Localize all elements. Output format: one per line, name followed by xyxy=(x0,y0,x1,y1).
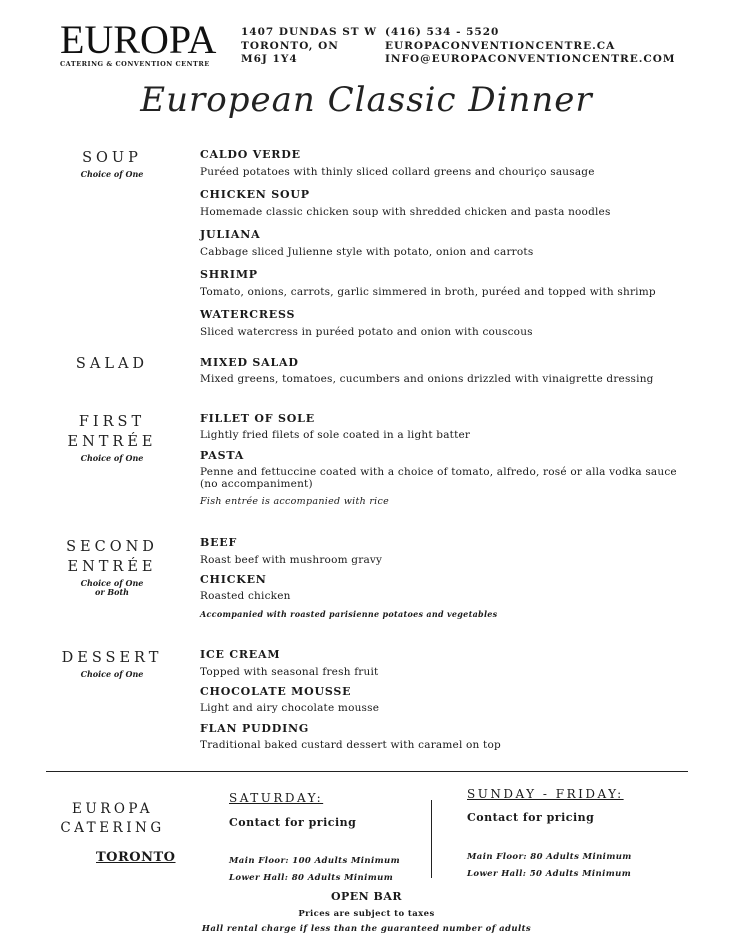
phone-number: (416) 534 - 5520 xyxy=(385,26,500,38)
city-label: TORONTO xyxy=(96,850,176,865)
logo-subtitle: CATERING & CONVENTION CENTRE xyxy=(60,60,210,68)
section-heading-first-entree xyxy=(47,412,177,463)
logo xyxy=(60,17,220,68)
section-title: SALAD xyxy=(75,356,149,372)
section-note: Choice of One xyxy=(80,578,144,588)
menu-item-name: CHICKEN SOUP xyxy=(200,188,310,201)
menu-item-name: MIXED SALAD xyxy=(200,356,299,369)
footer-brand xyxy=(60,800,165,838)
email-link[interactable]: INFO@EUROPACONVENTIONCENTRE.COM xyxy=(385,53,676,65)
menu-item-desc: Penne and fettuccine coated with a choice of tomato, alfredo, rosé or alla vodka sauce (no accompaniment) xyxy=(200,466,677,490)
saturday-label: SATURDAY: xyxy=(229,791,324,805)
menu-item-name: CHICKEN xyxy=(200,573,267,586)
saturday-lower-hall: Lower Hall: 80 Adults Minimum xyxy=(229,873,394,883)
menu-item-desc: Cabbage sliced Julienne style with potato, onion and carrots xyxy=(200,246,534,258)
divider xyxy=(431,800,432,878)
contact-block xyxy=(385,26,676,67)
brand-line: CATERING xyxy=(60,820,165,836)
section-heading-second-entree xyxy=(47,537,177,597)
section-heading-soup xyxy=(47,148,177,179)
section-title: ENTRÉE xyxy=(67,559,157,575)
menu-item-desc: Sliced watercress in puréed potato and onion with couscous xyxy=(200,326,533,338)
menu-item-name: BEEF xyxy=(200,536,238,549)
menu-item-name: CALDO VERDE xyxy=(200,148,301,161)
menu-item-name: FILLET OF SOLE xyxy=(200,412,315,425)
menu-item-name: SHRIMP xyxy=(200,268,258,281)
page-title: European Classic Dinner xyxy=(140,80,593,120)
menu-item-desc: Traditional baked custard dessert with caramel on top xyxy=(200,739,501,751)
divider xyxy=(46,771,688,772)
taxes-note: Prices are subject to taxes xyxy=(298,909,435,919)
address-line: M6J 1Y4 xyxy=(241,53,298,65)
address-line: TORONTO, ON xyxy=(241,39,339,52)
address-block xyxy=(241,26,377,67)
menu-item-name: PASTA xyxy=(200,449,245,462)
menu-item-desc: Puréed potatoes with thinly sliced collard greens and chouriço sausage xyxy=(200,166,595,178)
menu-item-name: FLAN PUDDING xyxy=(200,722,310,735)
section-note: Choice of One xyxy=(80,169,144,179)
brand-line: EUROPA xyxy=(71,801,154,817)
section-note: or Both xyxy=(95,587,129,597)
menu-item-desc: Roast beef with mushroom gravy xyxy=(200,554,383,566)
section-note: Choice of One xyxy=(80,453,144,463)
saturday-main-floor: Main Floor: 100 Adults Minimum xyxy=(229,856,400,866)
menu-item-desc: Lightly fried filets of sole coated in a light batter xyxy=(200,429,471,441)
menu-item-desc: Light and airy chocolate mousse xyxy=(200,702,380,714)
section-heading-dessert xyxy=(47,648,177,679)
menu-item-name: JULIANA xyxy=(200,228,261,241)
sunday-friday-main-floor: Main Floor: 80 Adults Minimum xyxy=(467,852,632,862)
section-title: DESSERT xyxy=(61,650,163,666)
section-title: ENTRÉE xyxy=(67,434,157,450)
section-title: SOUP xyxy=(82,150,142,166)
section-title: SECOND xyxy=(66,539,158,555)
menu-item-desc: Tomato, onions, carrots, garlic simmered in broth, puréed and topped with shrimp xyxy=(200,286,656,298)
sunday-friday-lower-hall: Lower Hall: 50 Adults Minimum xyxy=(467,869,632,879)
menu-item-desc: Mixed greens, tomatoes, cucumbers and onions drizzled with vinaigrette dressing xyxy=(200,373,654,385)
saturday-price: Contact for pricing xyxy=(229,816,357,829)
section-note: Choice of One xyxy=(80,669,144,679)
open-bar-label: OPEN BAR xyxy=(330,890,403,903)
sunday-friday-label: SUNDAY - FRIDAY: xyxy=(467,787,624,801)
menu-item-name: WATERCRESS xyxy=(200,308,296,321)
menu-item-name: ICE CREAM xyxy=(200,648,281,661)
address-line: 1407 DUNDAS ST W xyxy=(241,26,378,38)
section-footnote: Fish entrée is accompanied with rice xyxy=(200,496,390,507)
section-heading-salad xyxy=(47,354,177,374)
menu-item-desc: Homemade classic chicken soup with shredded chicken and pasta noodles xyxy=(200,206,611,218)
menu-item-name: CHOCOLATE MOUSSE xyxy=(200,685,352,698)
logo-wordmark: EUROPA xyxy=(60,17,217,62)
sunday-friday-price: Contact for pricing xyxy=(467,811,595,824)
website-link[interactable]: EUROPACONVENTIONCENTRE.CA xyxy=(385,39,616,52)
section-footnote: Accompanied with roasted parisienne potatoes and vegetables xyxy=(200,609,498,619)
section-title: FIRST xyxy=(78,414,146,430)
menu-item-desc: Roasted chicken xyxy=(200,590,291,602)
menu-item-desc: Topped with seasonal fresh fruit xyxy=(200,666,379,678)
rental-note: Hall rental charge if less than the guaranteed number of adults xyxy=(201,924,532,934)
